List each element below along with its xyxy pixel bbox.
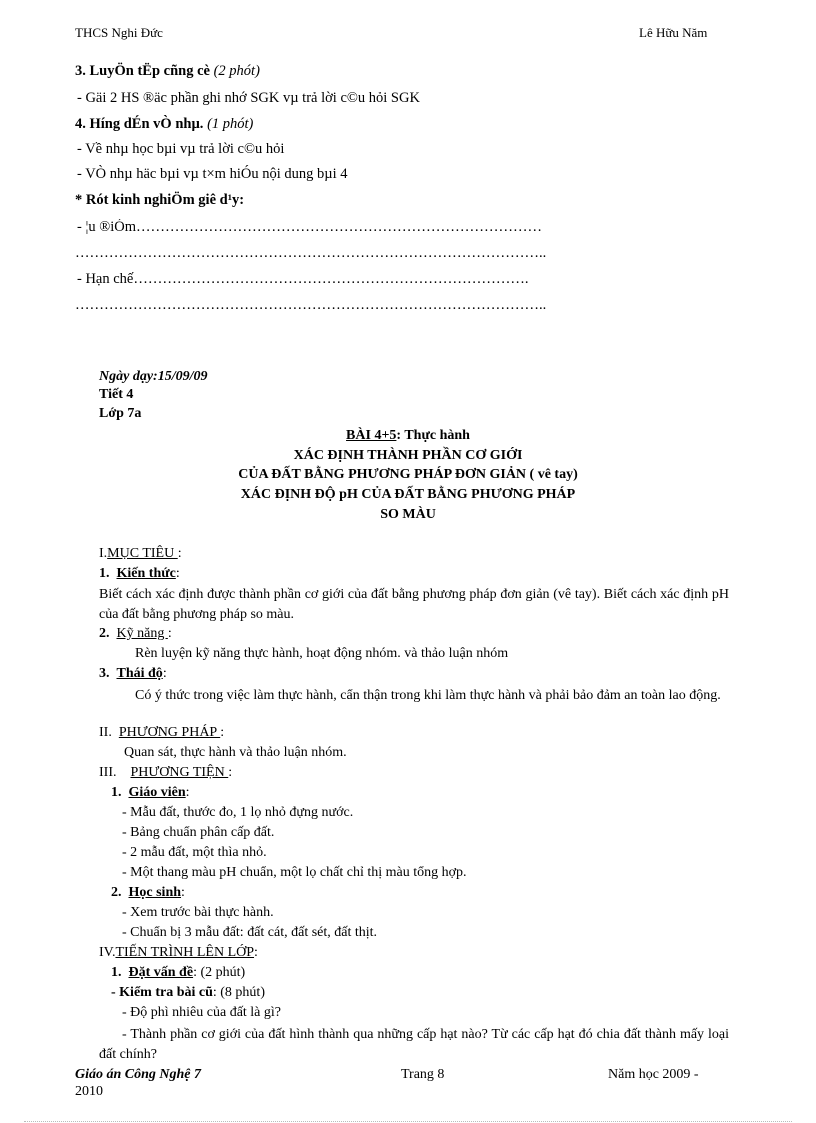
knowledge-text: Biết cách xác định được thành phần cơ giới của đất bằng phương pháp đơn giản (vê tay). Biết cách xác định pH của đất bằng phương pháp so màu. xyxy=(99,587,729,622)
footer-title: Giáo án Công Nghệ 7 xyxy=(75,1067,202,1082)
footer-page: Trang 8 xyxy=(401,1067,445,1082)
lesson-title-1: XÁC ĐỊNH THÀNH PHẦN CƠ GIỚI xyxy=(293,448,523,463)
teacher-item-4: - Một thang màu pH chuẩn, một lọ chất chỉ thị màu tổng hợp. xyxy=(122,865,467,880)
lesson-title-3: XÁC ĐỊNH ĐỘ pH CỦA ĐẤT BẰNG PHƯƠNG PHÁP xyxy=(240,487,576,502)
subsection-attitude: 3. Thái độ: xyxy=(99,666,167,681)
page-bottom-rule xyxy=(24,1121,792,1122)
section-means: III. PHƯƠNG TIỆN : xyxy=(99,765,233,780)
practice-heading: 3. LuyÖn tËp cñng cè (2 phót) xyxy=(75,63,260,79)
teacher-item-3: - 2 mẫu đất, một thìa nhỏ. xyxy=(122,845,267,860)
strengths-line: - ¦u ®iÓm………………………………………………………………………… xyxy=(77,219,543,235)
question-1: - Độ phì nhiêu của đất là gì? xyxy=(122,1005,282,1020)
question-2: - Thành phần cơ giới của đất hình thành qua những cấp hạt nào? Từ các cấp hạt đó chia đất thành mấy loại đất chính? xyxy=(99,1027,729,1062)
footer-year: Năm học 2009 - xyxy=(608,1067,699,1082)
dotted-line-2: …………………………………………………………………………………….. xyxy=(75,297,547,313)
section-methods: II. PHƯƠNG PHÁP : xyxy=(99,725,225,740)
practice-line: - Gäi 2 HS ®äc phần ghi nhớ SGK vµ trả lời c©u hỏi SGK xyxy=(77,90,420,106)
section-procedure: IV.TIẾN TRÌNH LÊN LỚP: xyxy=(99,945,258,960)
subsection-teacher: 1. Giáo viên: xyxy=(111,785,190,800)
homework-heading: 4. Híng dÉn vÒ nhµ. (1 phót) xyxy=(75,116,254,132)
subsection-introduction: 1. Đặt vấn đề: (2 phút) xyxy=(111,965,246,980)
teacher-item-1: - Mẫu đất, thước đo, 1 lọ nhỏ đựng nước. xyxy=(122,805,354,820)
old-lesson-check: - Kiểm tra bài cũ: (8 phút) xyxy=(111,985,265,1000)
limitations-line: - Hạn chế………………………………………………………………………. xyxy=(77,271,529,287)
subsection-knowledge: 1. Kiến thức: xyxy=(99,566,180,581)
header-author: Lê Hữu Năm xyxy=(639,25,708,40)
lesson-title-4: SO MÀU xyxy=(380,507,436,522)
homework-line-1: - Về nhµ học bµi vµ trả lời c©u hỏi xyxy=(77,141,285,157)
lesson-period: Tiết 4 xyxy=(99,387,134,402)
attitude-text: Có ý thức trong việc làm thực hành, cẩn thận trong khi làm thực hành và phải bảo đảm an toàn lao động. xyxy=(135,688,721,703)
experience-heading: * Rót kinh nghiÖm giê d¹y: xyxy=(75,192,245,208)
lesson-date: Ngày dạy:15/09/09 xyxy=(99,369,208,384)
methods-text: Quan sát, thực hành và thảo luận nhóm. xyxy=(124,745,347,760)
subsection-students: 2. Học sinh: xyxy=(111,885,185,900)
dotted-line-1: …………………………………………………………………………………….. xyxy=(75,245,547,261)
lesson-title-2: CỦA ĐẤT BẰNG PHƯƠNG PHÁP ĐƠN GIẢN ( vê tay) xyxy=(238,467,578,482)
students-item-2: - Chuẩn bị 3 mẫu đất: đất cát, đất sét, đất thịt. xyxy=(122,925,378,940)
homework-line-2: - VÒ nhµ häc bµi vµ t×m hiÓu nội dung bµi 4 xyxy=(77,166,348,182)
lesson-class: Lớp 7a xyxy=(99,406,142,421)
section-objectives: I.MỤC TIÊU : xyxy=(99,546,182,561)
lesson-number: BÀI 4+5: Thực hành xyxy=(346,428,470,443)
teacher-item-2: - Bảng chuẩn phân cấp đất. xyxy=(122,825,275,840)
footer-year-end: 2010 xyxy=(75,1084,103,1099)
skills-text: Rèn luyện kỹ năng thực hành, hoạt động nhóm. và thảo luận nhóm xyxy=(135,646,509,661)
students-item-1: - Xem trước bài thực hành. xyxy=(122,905,274,920)
header-school: THCS Nghi Đức xyxy=(75,25,163,40)
subsection-skills: 2. Kỹ năng : xyxy=(99,626,172,641)
